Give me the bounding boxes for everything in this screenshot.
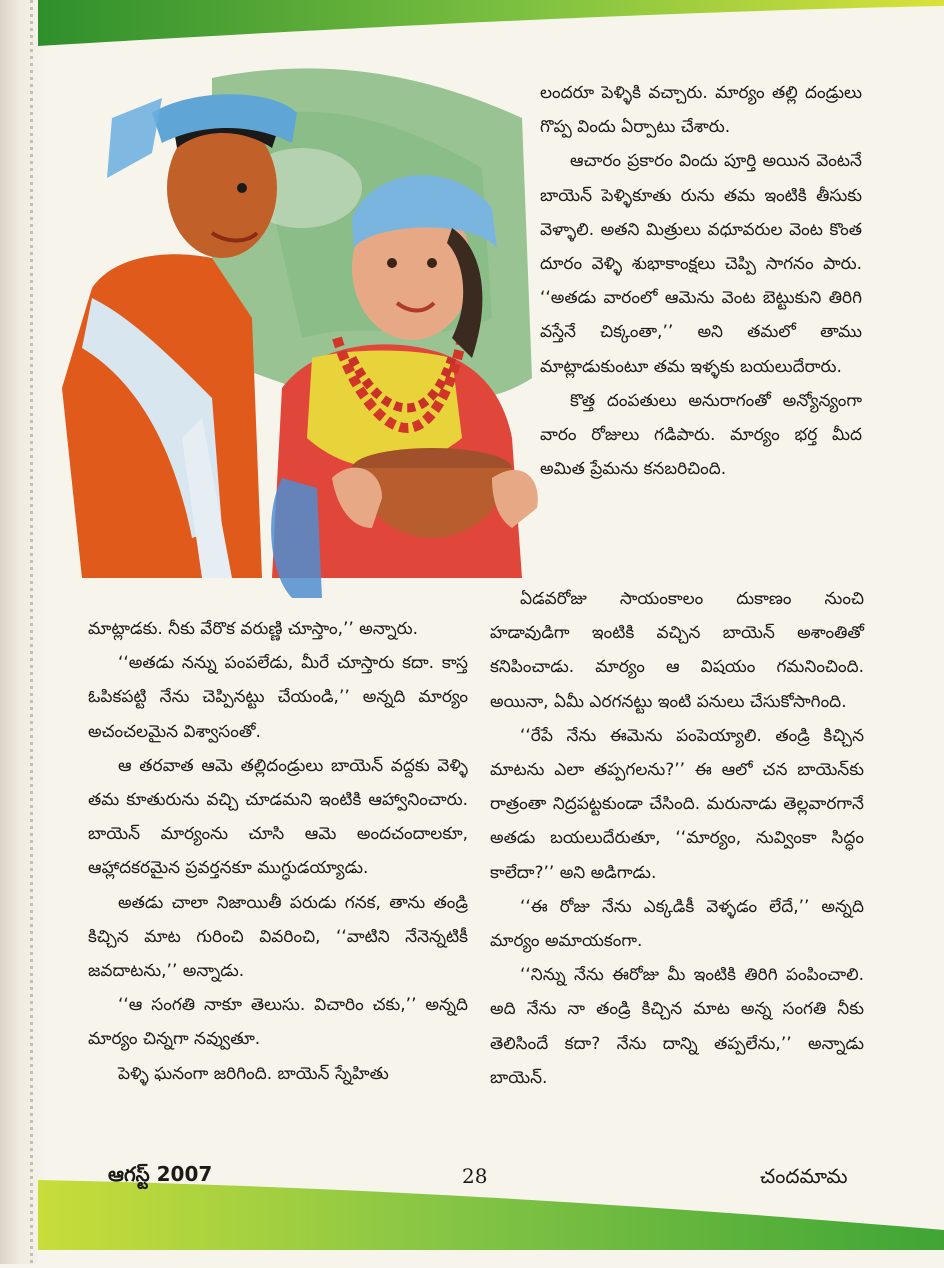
left-column: [88, 612, 468, 1091]
paragraph: కొత్త దంపతులు అనురాగంతో అన్యోన్యంగా వారం రోజులు గడిపారు. మార్యం భర్త మీద అమిత ప్రేమను కనబరిచింది.: [540, 390, 862, 480]
story-illustration: [52, 58, 552, 618]
page-binding-edge: [0, 0, 48, 1264]
paragraph: అతడు చాలా నిజాయితీ పరుడు గనక, తాను తండ్రి కిచ్చిన మాట గురించి వివరించి, ‘‘వాటిని నేనెన్నటికీ జవదాటను,’’ అన్నాడు.: [88, 892, 468, 982]
paragraph: ఏడవరోజు సాయంకాలం దుకాణం నుంచి హడావుడిగా ఇంటికి వచ్చిన బాయెన్ అశాంతితో కనిపించాడు. మార్యం ఆ విషయం గమనించింది. అయినా, ఏమీ ఎరగనట్టు ఇంటి పనులు చేసుకోసాగింది.: [490, 589, 864, 712]
top-decorative-band: [38, 0, 944, 52]
magazine-name: చందమామ: [760, 1164, 848, 1188]
issue-date: ఆగస్ట్ 2007: [108, 1162, 213, 1186]
paragraph: ‘‘నిన్ను నేను ఈరోజు మీ ఇంటికి తిరిగి పంపించాలి. అది నేను నా తండ్రి కిచ్చిన మాట అన్న సంగతి నీకు తెలిసిందే కదా? నేను దాన్ని తప్పలేను,’’ అన్నాడు బాయెన్.: [490, 965, 864, 1088]
page-number: 28: [462, 1164, 488, 1188]
paragraph: ఆచారం ప్రకారం విందు పూర్తి అయిన వెంటనే బాయెన్ పెళ్ళికూతు రును తమ ఇంటికి తీసుకు వెళ్ళాలి. అతని మిత్రులు వధూవరుల వెంట కొంత దూరం వెళ్ళి శుభాకాంక్షలు చెప్పి సాగనం పారు. ‘‘అతడు వారంలో ఆమెను వెంట బెట్టుకుని తిరిగి వస్తేనే చిక్కంతా,’’ అని తమలో తాము మాట్లాడుకుంటూ తమ ఇళ్ళకు బయలుదేరారు.: [540, 151, 862, 377]
right-column-upper: [540, 76, 862, 486]
paragraph: మాట్లాడకు. నీకు వేరొక వరుణ్ణి చూస్తాం,’’ అన్నారు.: [88, 619, 419, 639]
paragraph: లందరూ పెళ్ళికి వచ్చారు. మార్యం తల్లి దండ్రులు గొప్ప విందు ఏర్పాటు చేశారు.: [540, 83, 862, 138]
paragraph: పెళ్ళి ఘనంగా జరిగింది. బాయెన్ స్నేహితు: [118, 1063, 389, 1084]
paragraph: ‘‘అతడు నన్ను పంపలేడు, మీరే చూస్తారు కదా. కాస్త ఓపికపట్టి నేను చెప్పినట్టు చేయండి,’’ అన్నది మార్యం అచంచలమైన విశ్వాసంతో.: [88, 653, 468, 742]
paragraph: ‘‘ఆ సంగతి నాకూ తెలుసు. విచారిం చకు,’’ అన్నది మార్యం చిన్నగా నవ్వుతూ.: [88, 995, 468, 1050]
paragraph: ‘‘ఈ రోజు నేను ఎక్కడికీ వెళ్ళడం లేదే,’’ అన్నది మార్యం అమాయకంగా.: [490, 896, 864, 952]
paragraph: ఆ తరవాత ఆమె తల్లిదండ్రులు బాయెన్ వద్దకు వెళ్ళి తమ కూతురును వచ్చి చూడమని ఇంటికి ఆహ్వానించారు. బాయెన్ మార్యంను చూసి ఆమె అందచందాలకూ, ఆహ్లాదకరమైన ప్రవర్తనకూ ముగ్ధుడయ్యాడు.: [88, 755, 468, 879]
paragraph: ‘‘రేపే నేను ఈమెను పంపెయ్యాలి. తండ్రి కిచ్చిన మాటను ఎలా తప్పగలను?’’ ఈ ఆలో చన బాయెన్‌కు రాత్రంతా నిద్రపట్టకుండా చేసింది. మరునాడు తెల్లవారగానే అతడు బయలుదేరుతూ, ‘‘మార్యం, నువ్వింకా సిద్ధం కాలేదా?’’ అని అడిగాడు.: [490, 725, 864, 883]
right-column-lower: [490, 582, 864, 1095]
